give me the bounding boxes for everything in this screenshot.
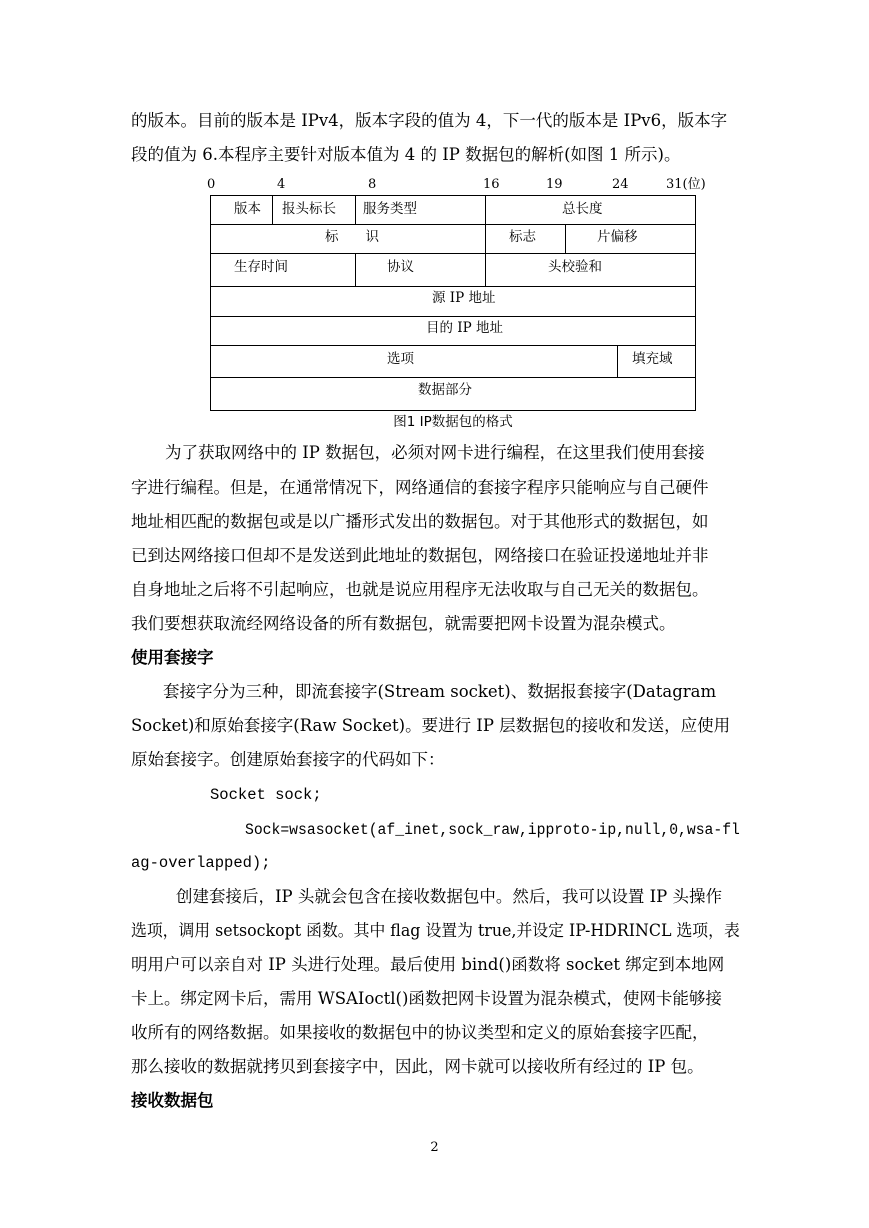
code-line: Sock=wsasocket(af_inet,sock_raw,ipproto-ip,null,0,wsa-fl xyxy=(245,821,740,839)
paragraph-line: 选项，调用 setsockopt 函数。其中 flag 设置为 true,并设定 IP-HDRINCL 选项，表 xyxy=(131,921,740,940)
paragraph-line: 我们要想获取流经网络设备的所有数据包，就需要把网卡设置为混杂模式。 xyxy=(131,614,676,633)
cell-ttl: 生存时间 xyxy=(234,259,288,275)
paragraph-line: 套接字分为三种，即流套接字(Stream socket)、数据报套接字(Datagram xyxy=(163,682,717,701)
paragraph-line: 字进行编程。但是，在通常情况下，网络通信的套接字程序只能响应与自己硬件 xyxy=(131,478,709,497)
paragraph-line: Socket)和原始套接字(Raw Socket)。要进行 IP 层数据包的接收和发送，应使用 xyxy=(131,716,731,735)
cell-options: 选项 xyxy=(387,351,414,367)
section-heading: 使用套接字 xyxy=(131,648,214,667)
paragraph-line: 的版本。目前的版本是 IPv4，版本字段的值为 4，下一代的版本是 IPv6，版本字 xyxy=(131,111,728,130)
bit-tick: 8 xyxy=(368,177,377,192)
paragraph-line: 地址相匹配的数据包或是以广播形式发出的数据包。对于其他形式的数据包，如 xyxy=(131,512,709,531)
bit-tick: 31(位) xyxy=(666,177,706,192)
paragraph-line: 明用户可以亲自对 IP 头进行处理。最后使用 bind()函数将 socket 绑定到本地网 xyxy=(131,955,725,974)
bit-tick: 0 xyxy=(207,177,216,192)
paragraph-line: 已到达网络接口但却不是发送到此地址的数据包，网络接口在验证投递地址并非 xyxy=(131,546,709,565)
cell-identification: 标 识 xyxy=(325,229,379,245)
paragraph-line: 那么接收的数据就拷贝到套接字中，因此，网卡就可以接收所有经过的 IP 包。 xyxy=(131,1057,704,1076)
cell-header-length: 报头标长 xyxy=(282,201,336,217)
section-heading: 接收数据包 xyxy=(131,1091,214,1110)
cell-service-type: 服务类型 xyxy=(363,201,417,217)
code-line: Socket sock; xyxy=(210,786,322,804)
paragraph-line: 收所有的网络数据。如果接收的数据包中的协议类型和定义的原始套接字匹配， xyxy=(131,1023,709,1042)
paragraph-line: 为了获取网络中的 IP 数据包，必须对网卡进行编程，在这里我们使用套接 xyxy=(165,443,705,462)
code-line: ag-overlapped); xyxy=(131,854,271,872)
bit-tick: 16 xyxy=(483,177,500,192)
cell-padding: 填充域 xyxy=(632,351,673,367)
bit-tick: 24 xyxy=(612,177,629,192)
bit-tick: 4 xyxy=(277,177,286,192)
cell-flags: 标志 xyxy=(509,229,536,245)
bit-tick: 19 xyxy=(546,177,563,192)
cell-dest-ip: 目的 IP 地址 xyxy=(426,320,503,336)
figure-caption: 图1 IP数据包的格式 xyxy=(393,414,513,430)
paragraph-line: 卡上。绑定网卡后，需用 WSAIoctl()函数把网卡设置为混杂模式，使网卡能够接 xyxy=(131,989,722,1008)
paragraph-line: 原始套接字。创建原始套接字的代码如下： xyxy=(131,750,445,769)
cell-protocol: 协议 xyxy=(387,259,414,275)
cell-data: 数据部分 xyxy=(418,382,472,398)
cell-checksum: 头校验和 xyxy=(548,259,602,275)
cell-total-length: 总长度 xyxy=(562,201,603,217)
page-number: 2 xyxy=(430,1140,439,1155)
cell-fragment-offset: 片偏移 xyxy=(597,229,638,245)
cell-source-ip: 源 IP 地址 xyxy=(432,290,496,306)
cell-version: 版本 xyxy=(234,201,261,217)
paragraph-line: 创建套接后，IP 头就会包含在接收数据包中。然后，我可以设置 IP 头操作 xyxy=(176,887,722,906)
paragraph-line: 段的值为 6.本程序主要针对版本值为 4 的 IP 数据包的解析(如图 1 所示)。 xyxy=(131,145,681,164)
paragraph-line: 自身地址之后将不引起响应，也就是说应用程序无法收取与自己无关的数据包。 xyxy=(131,580,709,599)
